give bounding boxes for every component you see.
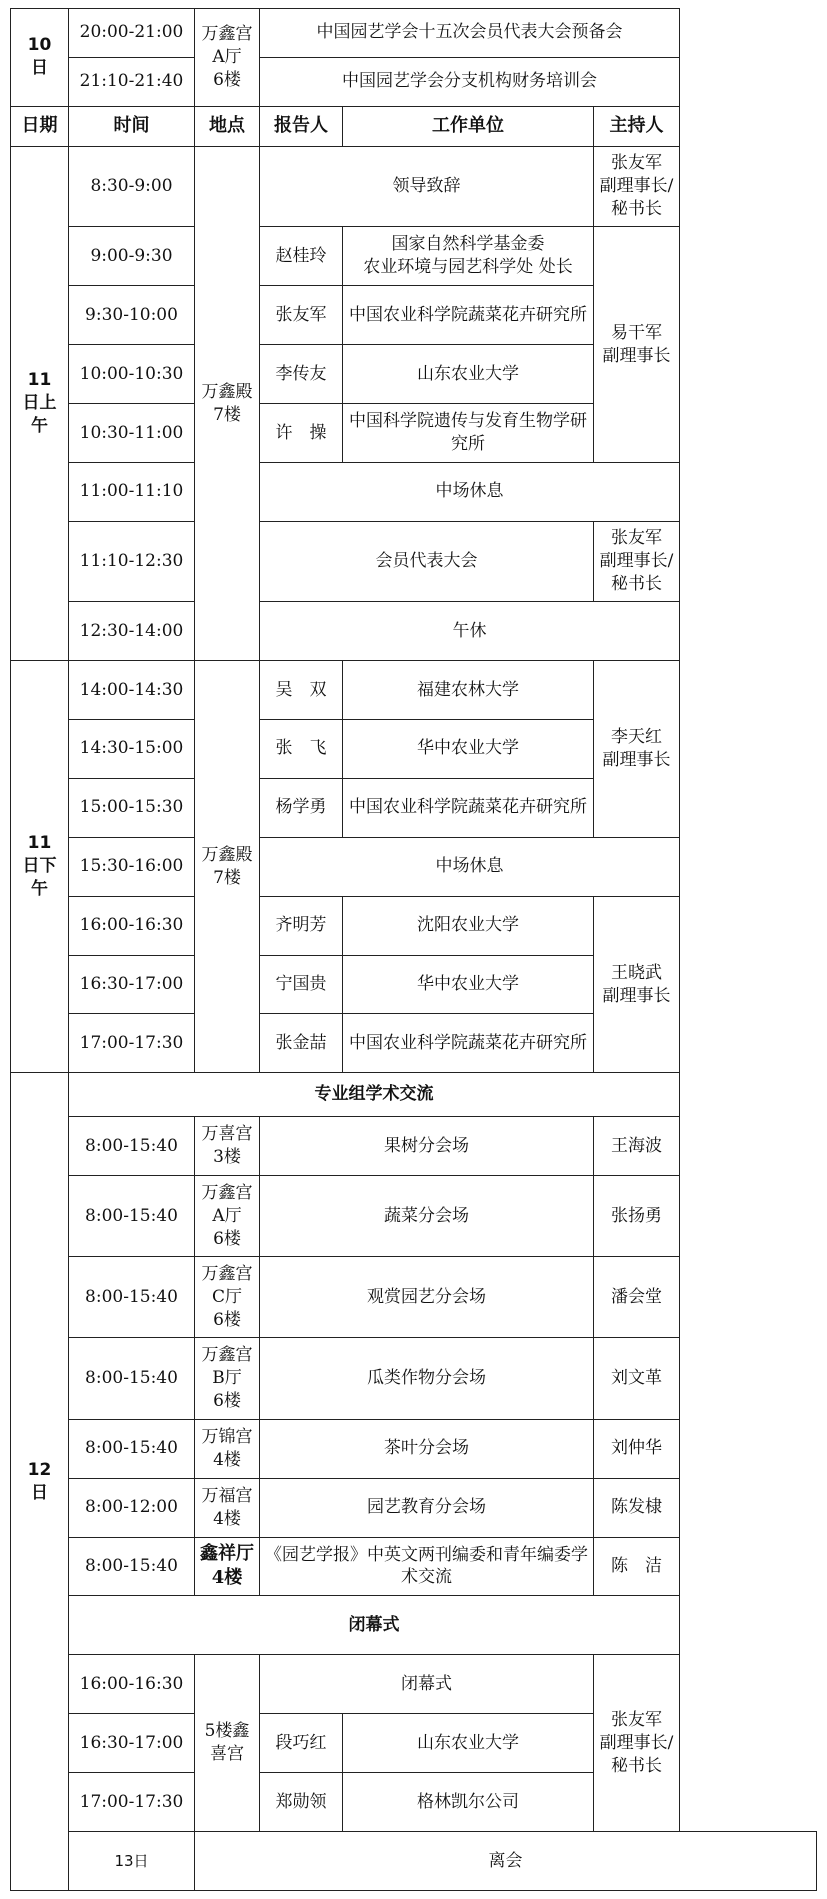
header-row — [11, 106, 817, 147]
time-cell: 16:00-16:30 — [69, 1655, 195, 1714]
time-cell: 10:00-10:30 — [69, 345, 195, 404]
time-cell: 15:00-15:30 — [69, 778, 195, 837]
event-cell: 闭幕式 — [260, 1655, 594, 1714]
header-time: 时间 — [69, 106, 195, 147]
event-cell: 中场休息 — [260, 837, 680, 896]
unit-cell: 华中农业大学 — [343, 955, 594, 1014]
time-cell: 16:30-17:00 — [69, 1714, 195, 1773]
unit-cell: 中国科学院遗传与发育生物学研 究所 — [343, 404, 594, 463]
speaker-cell: 许 操 — [260, 404, 343, 463]
speaker-cell: 张友军 — [260, 286, 343, 345]
table-row — [11, 1175, 817, 1256]
date-cell: 10 日 — [11, 9, 69, 107]
table-row — [11, 1117, 817, 1176]
table-row — [11, 462, 817, 521]
event-cell: 中国园艺学会十五次会员代表大会预备会 — [260, 9, 680, 58]
header-speaker: 报告人 — [260, 106, 343, 147]
place-cell: 万鑫殿 7楼 — [195, 147, 260, 661]
time-cell: 11:00-11:10 — [69, 462, 195, 521]
speaker-cell: 吴 双 — [260, 661, 343, 720]
time-cell: 8:00-15:40 — [69, 1117, 195, 1176]
place-cell: 万鑫宫 A厅 6楼 — [195, 1175, 260, 1256]
unit-cell: 中国农业科学院蔬菜花卉研究所 — [343, 286, 594, 345]
table-row — [11, 1714, 817, 1773]
table-row — [11, 1537, 817, 1596]
unit-cell: 国家自然科学基金委 农业环境与园艺科学处 处长 — [343, 227, 594, 286]
table-row — [11, 1419, 817, 1478]
schedule-table — [10, 8, 817, 1891]
speaker-cell: 齐明芳 — [260, 896, 343, 955]
event-cell: 中国园艺学会分支机构财务培训会 — [260, 57, 680, 106]
section-row — [11, 1073, 817, 1117]
time-cell: 17:00-17:30 — [69, 1773, 195, 1832]
time-cell: 8:00-15:40 — [69, 1257, 195, 1338]
unit-cell: 山东农业大学 — [343, 345, 594, 404]
time-cell: 14:30-15:00 — [69, 719, 195, 778]
place-cell: 万鑫宫 A厅 6楼 — [195, 9, 260, 107]
time-cell: 8:00-12:00 — [69, 1478, 195, 1537]
event-cell: 蔬菜分会场 — [260, 1175, 594, 1256]
host-cell: 张友军 副理事长/ 秘书长 — [594, 521, 680, 601]
header-place: 地点 — [195, 106, 260, 147]
host-cell: 张扬勇 — [594, 1175, 680, 1256]
event-cell: 《园艺学报》中英文两刊编委和青年编委学 术交流 — [260, 1537, 594, 1596]
header-date: 日期 — [11, 106, 69, 147]
time-cell: 10:30-11:00 — [69, 404, 195, 463]
host-cell: 刘文革 — [594, 1338, 680, 1419]
time-cell: 8:00-15:40 — [69, 1175, 195, 1256]
event-cell: 中场休息 — [260, 462, 680, 521]
table-row — [11, 147, 817, 227]
table-row — [11, 1014, 817, 1073]
table-row — [11, 9, 817, 58]
closing-title: 闭幕式 — [69, 1596, 680, 1655]
section-title: 专业组学术交流 — [69, 1073, 680, 1117]
event-cell: 离会 — [195, 1832, 817, 1891]
speaker-cell: 宁国贵 — [260, 955, 343, 1014]
table-row — [11, 1257, 817, 1338]
event-cell: 午休 — [260, 602, 680, 661]
time-cell: 9:30-10:00 — [69, 286, 195, 345]
unit-cell: 山东农业大学 — [343, 1714, 594, 1773]
table-row — [11, 896, 817, 955]
time-cell: 16:00-16:30 — [69, 896, 195, 955]
place-cell: 万锦宫 4楼 — [195, 1419, 260, 1478]
table-row — [11, 837, 817, 896]
host-cell: 王海波 — [594, 1117, 680, 1176]
table-row — [11, 1832, 817, 1891]
host-cell: 李天红 副理事长 — [594, 661, 680, 838]
date-cell: 12 日 — [11, 1073, 69, 1891]
unit-cell: 中国农业科学院蔬菜花卉研究所 — [343, 1014, 594, 1073]
table-row — [11, 1773, 817, 1832]
date-cell: 11 日上 午 — [11, 147, 69, 661]
unit-cell: 华中农业大学 — [343, 719, 594, 778]
table-row — [11, 1655, 817, 1714]
time-cell: 8:00-15:40 — [69, 1537, 195, 1596]
section-row — [11, 1596, 817, 1655]
host-cell: 陈 洁 — [594, 1537, 680, 1596]
table-row — [11, 1478, 817, 1537]
table-row — [11, 521, 817, 601]
host-cell: 易干军 副理事长 — [594, 227, 680, 463]
time-cell: 8:00-15:40 — [69, 1338, 195, 1419]
speaker-cell: 段巧红 — [260, 1714, 343, 1773]
speaker-cell: 郑勋领 — [260, 1773, 343, 1832]
table-row — [11, 661, 817, 720]
event-cell: 领导致辞 — [260, 147, 594, 227]
speaker-cell: 赵桂玲 — [260, 227, 343, 286]
host-cell: 张友军 副理事长/ 秘书长 — [594, 147, 680, 227]
event-cell: 瓜类作物分会场 — [260, 1338, 594, 1419]
header-unit: 工作单位 — [343, 106, 594, 147]
place-cell: 万鑫宫 C厅 6楼 — [195, 1257, 260, 1338]
place-cell: 万福宫 4楼 — [195, 1478, 260, 1537]
event-cell: 会员代表大会 — [260, 521, 594, 601]
place-cell: 万鑫殿 7楼 — [195, 661, 260, 1073]
time-cell: 21:10-21:40 — [69, 57, 195, 106]
speaker-cell: 李传友 — [260, 345, 343, 404]
table-row — [11, 345, 817, 404]
event-cell: 果树分会场 — [260, 1117, 594, 1176]
time-cell: 9:00-9:30 — [69, 227, 195, 286]
date-cell: 11 日下 午 — [11, 661, 69, 1073]
table-row — [11, 227, 817, 286]
host-cell: 刘仲华 — [594, 1419, 680, 1478]
unit-cell: 中国农业科学院蔬菜花卉研究所 — [343, 778, 594, 837]
time-cell: 17:00-17:30 — [69, 1014, 195, 1073]
event-cell: 观赏园艺分会场 — [260, 1257, 594, 1338]
table-row — [11, 602, 817, 661]
host-cell: 王晓武 副理事长 — [594, 896, 680, 1073]
place-cell: 万喜宫 3楼 — [195, 1117, 260, 1176]
table-row — [11, 57, 817, 106]
date-cell: 13日 — [69, 1832, 195, 1891]
time-cell: 15:30-16:00 — [69, 837, 195, 896]
unit-cell: 福建农林大学 — [343, 661, 594, 720]
event-cell: 茶叶分会场 — [260, 1419, 594, 1478]
table-row — [11, 404, 817, 463]
speaker-cell: 杨学勇 — [260, 778, 343, 837]
place-cell: 鑫祥厅 4楼 — [195, 1537, 260, 1596]
unit-cell: 格林凯尔公司 — [343, 1773, 594, 1832]
table-row — [11, 286, 817, 345]
event-cell: 园艺教育分会场 — [260, 1478, 594, 1537]
time-cell: 16:30-17:00 — [69, 955, 195, 1014]
time-cell: 11:10-12:30 — [69, 521, 195, 601]
unit-cell: 沈阳农业大学 — [343, 896, 594, 955]
place-cell: 5楼鑫 喜宫 — [195, 1655, 260, 1832]
host-cell: 张友军 副理事长/ 秘书长 — [594, 1655, 680, 1832]
table-row — [11, 778, 817, 837]
speaker-cell: 张 飞 — [260, 719, 343, 778]
host-cell: 潘会堂 — [594, 1257, 680, 1338]
host-cell: 陈发棣 — [594, 1478, 680, 1537]
table-row — [11, 955, 817, 1014]
time-cell: 14:00-14:30 — [69, 661, 195, 720]
place-cell: 万鑫宫 B厅 6楼 — [195, 1338, 260, 1419]
header-host: 主持人 — [594, 106, 680, 147]
table-row — [11, 719, 817, 778]
table-row — [11, 1338, 817, 1419]
speaker-cell: 张金喆 — [260, 1014, 343, 1073]
time-cell: 8:00-15:40 — [69, 1419, 195, 1478]
time-cell: 12:30-14:00 — [69, 602, 195, 661]
time-cell: 8:30-9:00 — [69, 147, 195, 227]
time-cell: 20:00-21:00 — [69, 9, 195, 58]
